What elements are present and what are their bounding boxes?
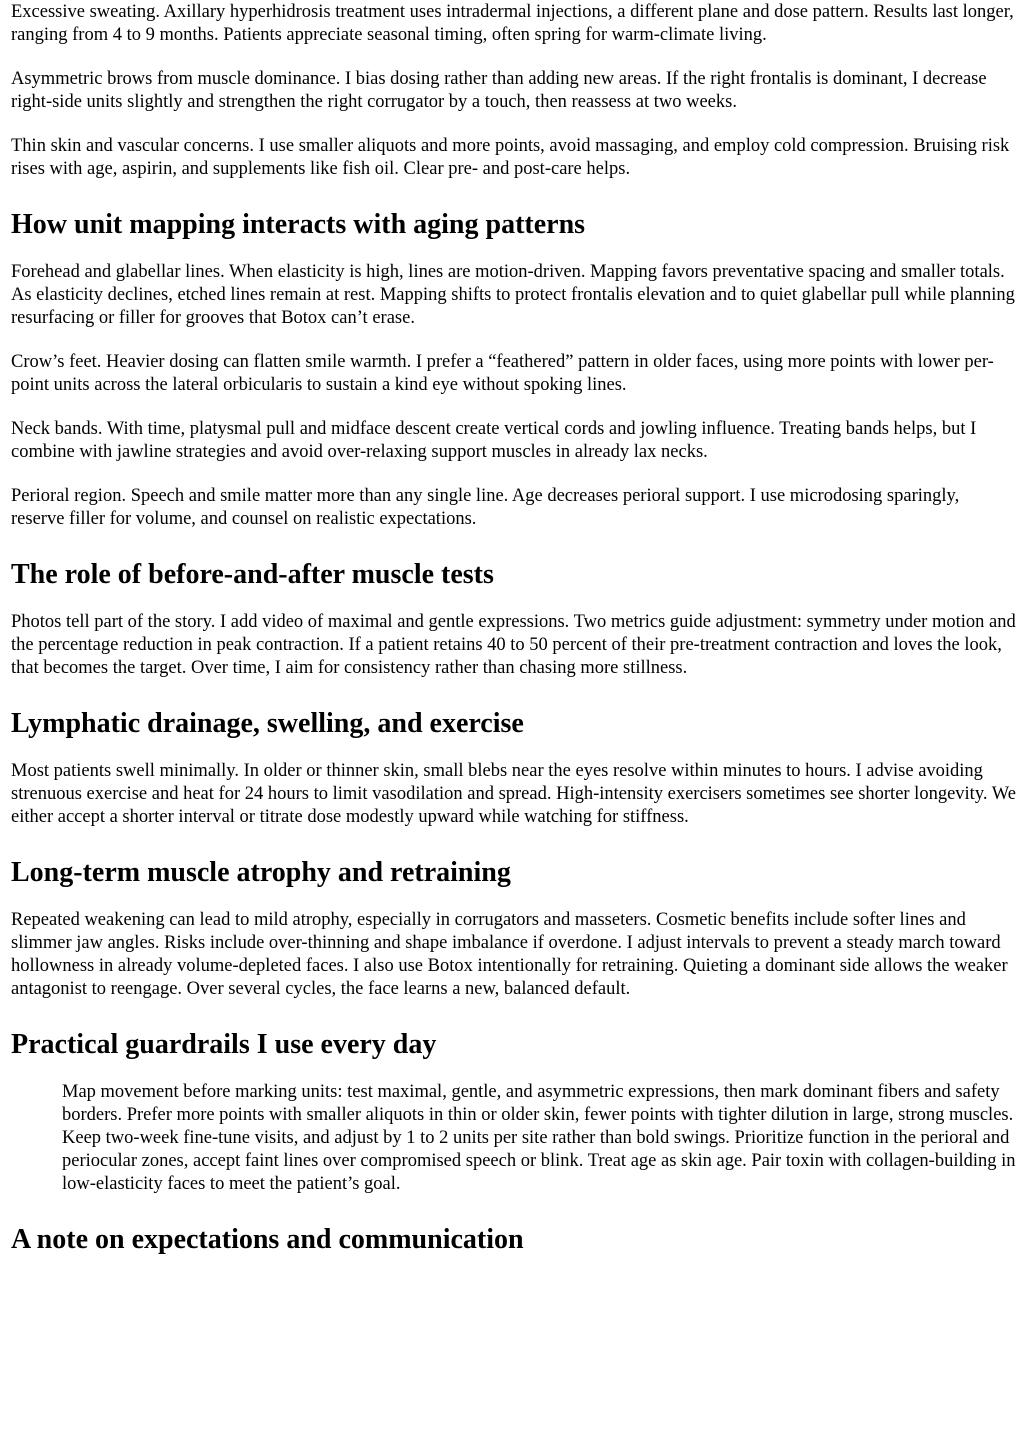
paragraph-atrophy-retraining: Repeated weakening can lead to mild atrophy, especially in corrugators and masseters. Cosmetic benefits include softer lines and slimmer jaw angles. Risks include over-thinning and shape imbalance if overdone. I adjust intervals to prevent a steady march toward hollowness in already volume-depleted faces. I also use Botox intentionally for retraining. Quieting a dominant side allows the weaker antagonist to reengage. Over several cycles, the face learns a new, balanced default. [11,910,1008,999]
paragraph-swelling: Most patients swell minimally. In older or thinner skin, small blebs near the eyes resolve within minutes to hours. I advise avoiding strenuous exercise and heat for 24 hours to limit vasodilation and spread. High-intensity exercisers sometimes see shorter longevity. We either accept a shorter interval or titrate dose modestly upward while watching for stiffness. [11,761,1016,827]
paragraph-forehead-glabellar: Forehead and glabellar lines. When elasticity is high, lines are motion-driven. Mapping favors preventative spacing and smaller totals. As elasticity declines, etched lines remain at rest. Mapping shifts to protect frontalis elevation and to quiet glabellar pull while planning resurfacing or filler for grooves that Botox can’t erase. [11,262,1015,328]
paragraph-neck-bands: Neck bands. With time, platysmal pull and midface descent create vertical cords and jowling influence. Treating bands helps, but I combine with jawline strategies and avoid over-relaxing support muscles in already lax necks. [11,419,977,462]
guardrails-blockquote: Map movement before marking units: test maximal, gentle, and asymmetric expressions, then mark dominant fibers and safety borders. Prefer more points with smaller aliquots in thin or older skin, fewer points with tighter dilution in large, strong muscles. Keep two-week fine-tune visits, and adjust by 1 to 2 units per site rather than bold swings. Prioritize function in the perioral and periocular zones, accept faint lines over compromised speech or blink. Treat age as skin age. Pair toxin with collagen-building in low-elasticity faces to meet the patient’s goal. [62,1082,1016,1194]
paragraph-excessive-sweating: Excessive sweating. Axillary hyperhidrosis treatment uses intradermal injections, a different plane and dose pattern. Results last longer, ranging from 4 to 9 months. Patients appreciate seasonal timing, often spring for warm-climate living. [11,2,1014,45]
heading-unit-mapping-aging: How unit mapping interacts with aging patterns [11,209,586,240]
heading-muscle-atrophy: Long-term muscle atrophy and retraining [11,857,511,888]
paragraph-asymmetric-brows: Asymmetric brows from muscle dominance. I bias dosing rather than adding new areas. If the right frontalis is dominant, I decrease right-side units slightly and strengthen the right corrugator by a touch, then reassess at two weeks. [11,69,987,112]
article-body [11,1,1016,1256]
paragraph-perioral-region: Perioral region. Speech and smile matter more than any single line. Age decreases perioral support. I use microdosing sparingly, reserve filler for volume, and counsel on realistic expectations. [11,486,960,529]
heading-practical-guardrails: Practical guardrails I use every day [11,1029,437,1060]
paragraph-photos-video: Photos tell part of the story. I add video of maximal and gentle expressions. Two metrics guide adjustment: symmetry under motion and the percentage reduction in peak contraction. If a patient retains 40 to 50 percent of their pre-treatment contraction and loves the look, that becomes the target. Over time, I aim for consistency rather than chasing more stillness. [11,612,1016,678]
paragraph-crows-feet: Crow’s feet. Heavier dosing can flatten smile warmth. I prefer a “feathered” pattern in older faces, using more points with lower per-point units across the lateral orbicularis to sustain a kind eye without spoking lines. [11,352,994,395]
heading-muscle-tests: The role of before-and-after muscle tests [11,559,494,590]
heading-lymphatic-drainage: Lymphatic drainage, swelling, and exercise [11,708,524,739]
paragraph-thin-skin: Thin skin and vascular concerns. I use smaller aliquots and more points, avoid massaging, and employ cold compression. Bruising risk rises with age, aspirin, and supplements like fish oil. Clear pre- and post-care helps. [11,136,1010,179]
heading-expectations-communication: A note on expectations and communication [11,1224,524,1255]
